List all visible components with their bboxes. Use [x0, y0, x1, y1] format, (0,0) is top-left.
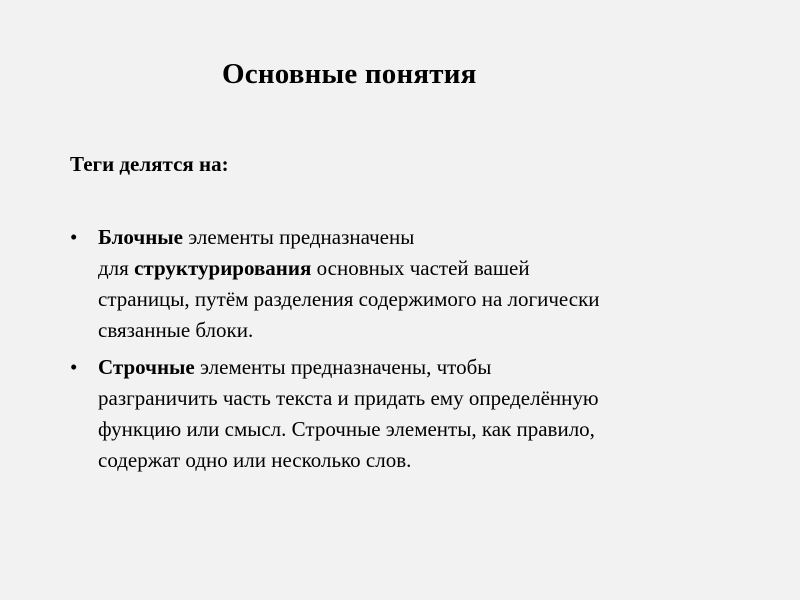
- bullet-item-block: [70, 222, 770, 346]
- slide-subtitle: Теги делятся на:: [70, 152, 229, 176]
- bullet-list: [70, 222, 770, 482]
- term-structuring: структурирования: [134, 256, 312, 280]
- slide-title: Основные понятия: [222, 58, 477, 90]
- bullet-item-inline: [70, 352, 770, 476]
- text-run: элементы предназначены: [183, 225, 415, 249]
- text-line: [98, 352, 770, 383]
- term-inline: Строчные: [98, 355, 195, 379]
- text-run: функцию или смысл. Строчные элементы, как правило,: [98, 417, 595, 441]
- term-block: Блочные: [98, 225, 184, 249]
- bullet-icon: •: [70, 225, 78, 249]
- text-run: элементы предназначены, чтобы: [194, 355, 492, 379]
- bullet-icon: •: [70, 355, 78, 379]
- text-run: страницы, путём разделения содержимого на логически: [98, 287, 600, 311]
- text-run: для: [98, 256, 135, 280]
- text-run: основных частей вашей: [311, 256, 530, 280]
- text-run: связанные блоки.: [98, 318, 254, 342]
- text-line: [98, 253, 770, 284]
- text-line: [98, 284, 770, 315]
- text-run: содержат одно или несколько слов.: [98, 448, 412, 472]
- text-line: [98, 222, 770, 253]
- text-line: [98, 445, 770, 476]
- text-line: [98, 315, 770, 346]
- text-line: [98, 383, 770, 414]
- text-run: разграничить часть текста и придать ему определённую: [98, 386, 599, 410]
- text-line: [98, 414, 770, 445]
